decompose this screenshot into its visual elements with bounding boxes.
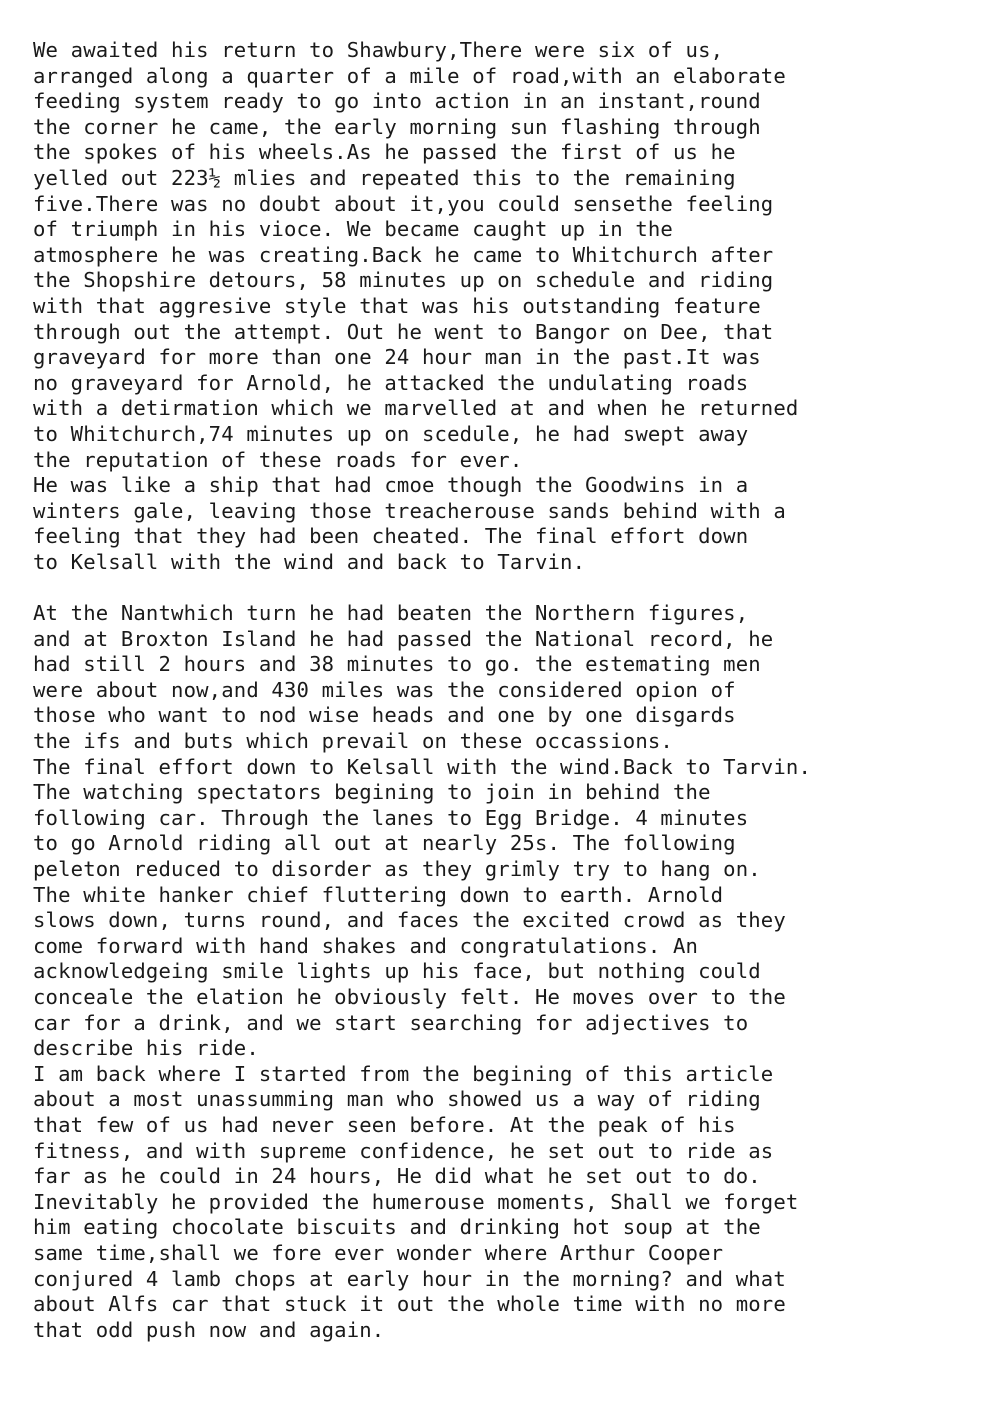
text-line: far as he could in 24 hours, He did what he set out to do. bbox=[33, 1164, 761, 1189]
text-line: five.There was no doubt about it,you could sensethe feeling bbox=[33, 191, 774, 216]
text-line: arranged along a quarter of a mile of road,with an elaborate bbox=[33, 63, 786, 88]
text-line: acknowledgeing smile lights up his face, but nothing could bbox=[33, 959, 761, 984]
text-line: conjured 4 lamb chops at early hour in the morning? and what bbox=[33, 1266, 786, 1291]
text-line: slows down, turns round, and faces the excited crowd as they bbox=[33, 908, 786, 933]
paragraph-gap bbox=[33, 575, 993, 601]
text-line: same time,shall we fore ever wonder where Arthur Cooper bbox=[33, 1240, 724, 1265]
article-text bbox=[33, 38, 993, 1343]
text-line: feeding system ready to go into action in an instant,round bbox=[33, 89, 761, 114]
text-line: He was like a ship that had cmoe though the Goodwins in a bbox=[33, 473, 749, 498]
text-line: to Kelsall with the wind and back to Tarvin. bbox=[33, 549, 586, 574]
text-line: atmosphere he was creating.Back he came to Whitchurch after bbox=[33, 242, 774, 267]
text-line: Inevitably he provided the humerouse moments, Shall we forget bbox=[33, 1189, 799, 1214]
text-line: the spokes of his wheels.As he passed the first of us he bbox=[33, 140, 736, 165]
text-line: had still 2 hours and 38 minutes to go. the estemating men bbox=[33, 652, 761, 677]
text-line: to go Arnold riding all out at nearly 25s. The following bbox=[33, 831, 736, 856]
text-line: The white hanker chief fluttering down to earth. Arnold bbox=[33, 882, 724, 907]
text-line: The final effort down to Kelsall with the wind.Back to Tarvin. bbox=[33, 754, 812, 779]
text-line: The watching spectators begining to join in behind the bbox=[33, 780, 711, 805]
text-line: with that aggresive style that was his outstanding feature bbox=[33, 293, 761, 318]
text-line: those who want to nod wise heads and one by one disgards bbox=[33, 703, 736, 728]
text-line: the Shopshire detours, 58 minutes up on schedule and riding bbox=[33, 268, 774, 293]
text-line: with a detirmation which we marvelled at and when he returned bbox=[33, 396, 799, 421]
text-line: that few of us had never seen before. At the peak of his bbox=[33, 1112, 736, 1137]
text-line: that odd push now and again. bbox=[33, 1317, 385, 1342]
text-line: conceale the elation he obviously felt. He moves over to the bbox=[33, 984, 786, 1009]
text-line: the corner he came, the early morning sun flashing through bbox=[33, 114, 761, 139]
paragraph bbox=[33, 601, 993, 1343]
text-line: to Whitchurch,74 minutes up on scedule, he had swept away bbox=[33, 421, 749, 446]
text-line: about a most unassumming man who showed us a way of riding bbox=[33, 1087, 761, 1112]
text-line: peleton reduced to disorder as they grimly try to hang on. bbox=[33, 857, 761, 881]
text-line: winters gale, leaving those treacherouse sands behind with a bbox=[33, 498, 786, 523]
text-line: following car. Through the lanes to Egg Bridge. 4 minutes bbox=[33, 805, 749, 830]
text-line: no graveyard for Arnold, he attacked the undulating roads bbox=[33, 370, 749, 395]
paragraph bbox=[33, 38, 993, 575]
text-line: yelled out 223½ mlies and repeated this to the remaining bbox=[33, 165, 736, 190]
text-line: him eating chocolate biscuits and drinking hot soup at the bbox=[33, 1215, 761, 1240]
text-line: through out the attempt. Out he went to Bangor on Dee, that bbox=[33, 319, 774, 344]
text-line: We awaited his return to Shawbury,There were six of us, bbox=[33, 38, 724, 62]
text-line: fitness, and with supreme confidence, he set out to ride as bbox=[33, 1138, 774, 1163]
text-line: I am back where I started from the begining of this article bbox=[33, 1061, 774, 1086]
text-line: describe his ride. bbox=[33, 1036, 259, 1061]
text-line: and at Broxton Island he had passed the National record, he bbox=[33, 626, 774, 651]
text-line: graveyard for more than one 24 hour man in the past.It was bbox=[33, 345, 761, 370]
text-line: come forward with hand shakes and congratulations. An bbox=[33, 933, 699, 958]
text-line: about Alfs car that stuck it out the whole time with no more bbox=[33, 1292, 786, 1317]
text-line: feeling that they had been cheated. The final effort down bbox=[33, 524, 749, 549]
text-line: At the Nantwhich turn he had beaten the Northern figures, bbox=[33, 601, 749, 626]
text-line: car for a drink, and we start searching for adjectives to bbox=[33, 1010, 749, 1035]
text-line: the reputation of these roads for ever. bbox=[33, 447, 523, 472]
text-line: of triumph in his vioce. We became caught up in the bbox=[33, 217, 673, 242]
text-line: the ifs and buts which prevail on these occassions. bbox=[33, 729, 673, 754]
text-line: were about now,and 430 miles was the considered opion of bbox=[33, 677, 736, 702]
